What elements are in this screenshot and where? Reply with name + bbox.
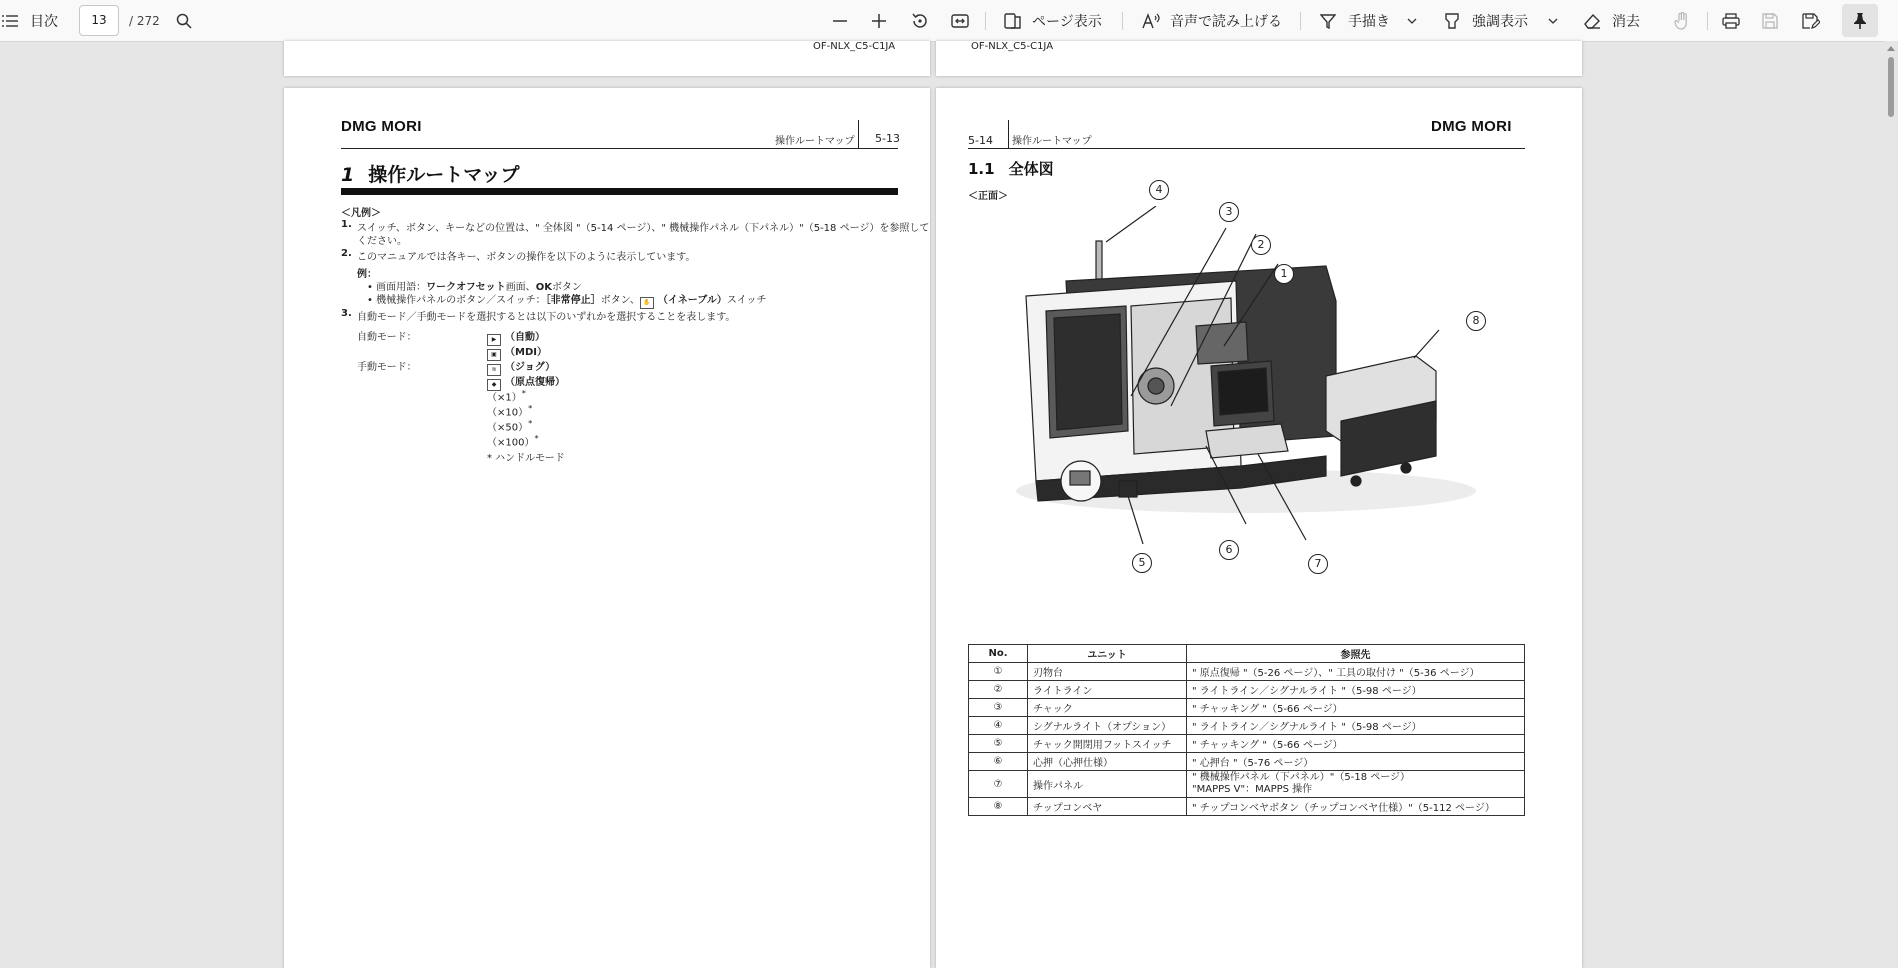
reference-table [968,644,1525,816]
jog-mode-icon: ≋ [487,364,501,376]
callout: 6 [1219,540,1239,560]
highlight-options-dropdown[interactable] [1548,0,1558,41]
table-row [969,699,1525,717]
footnote-marker: * [534,433,539,443]
toolbar-divider [1300,12,1301,30]
page-5-13 [284,88,930,968]
read-aloud-button[interactable] [1142,0,1282,41]
example-line [367,291,767,309]
table-cell: シグナルライト（オプション） [1028,717,1187,735]
section-heading [968,158,1054,179]
table-cell: ① [969,663,1028,681]
eraser-icon [1583,13,1601,29]
toolbar-divider [985,12,986,30]
footnote-marker: * [528,418,533,428]
example-bold: （イネーブル） [657,295,727,306]
example-bold: OK [535,282,552,293]
draw-options-dropdown[interactable] [1407,0,1417,41]
vertical-scrollbar[interactable] [1884,41,1898,958]
mode-label: （×50） [487,422,529,434]
example-text: • 画面用語： [367,282,427,293]
highlight-label: 強調表示 [1472,13,1528,30]
table-cell: " 原点復帰 "（5-26 ページ）、" 工具の取付け "（5-36 ページ） [1187,663,1525,681]
pin-toolbar-button[interactable] [1842,4,1878,37]
example-bold: ワークオフセット [426,282,506,293]
item-text: 自動モード／手動モードを選択するとは以下のいずれかを選択することを表します。 [357,312,736,323]
mode-label: （×10） [487,407,529,419]
running-head: 操作ルートマップ [775,136,855,147]
callout: 5 [1132,553,1152,573]
pdf-toolbar [0,0,1898,42]
chapter-number: 1 [341,164,355,186]
legend-title: ＜凡例＞ [341,208,381,219]
table-cell [1187,771,1525,798]
page-number: 5-13 [875,132,900,145]
table-cell-line: " 機械操作パネル（下パネル）"（5-18 ページ） [1192,772,1411,783]
toc-label: 目次 [30,13,58,30]
example-label: 例： [357,269,377,280]
table-cell: ⑥ [969,753,1028,771]
page-total: / 272 [129,13,160,28]
header-rule [968,148,1525,149]
example-text: スイッチ [726,295,767,306]
item-text: ください。 [357,236,407,247]
header-rule [341,148,898,149]
section-title: 全体図 [1008,160,1054,178]
rotate-button[interactable] [911,0,929,41]
erase-button[interactable] [1583,0,1640,41]
header-divider [858,120,859,148]
example-text: • 機械操作パネルのボタン／スイッチ： [367,295,546,306]
item-number: 1. [341,219,352,230]
table-row [969,771,1525,798]
mode-x100 [487,433,539,448]
page-number: 5-14 [968,134,993,147]
mode-label: （原点復帰） [505,377,565,388]
brand-logo: DMG MORI [341,118,422,135]
table-cell: ③ [969,699,1028,717]
table-cell: ⑤ [969,735,1028,753]
item-text: スイッチ、ボタン、キーなどの位置は、" 全体図 "（5-14 ページ）、" 機械操作パネル（下パネル）"（5-18 ページ）を参照して [357,223,930,234]
zoom-in-button[interactable] [871,0,887,41]
callout: 8 [1466,311,1486,331]
mode-label: （×100） [487,437,535,449]
table-row [969,753,1525,771]
table-cell: 刃物台 [1028,663,1187,681]
callout: 2 [1251,235,1271,255]
fit-width-button[interactable] [951,0,969,41]
fit-width-icon [951,13,969,29]
list-icon [2,14,18,28]
table-cell: " ライトライン／シグナルライト "（5-98 ページ） [1187,681,1525,699]
manual-mode-label: 手動モード： [357,362,417,373]
minus-icon [832,13,848,29]
search-button[interactable] [176,0,192,41]
footnote-marker: * [521,388,526,398]
table-cell: ② [969,681,1028,699]
mode-label: （MDI） [505,347,547,358]
mode-x50 [487,418,532,433]
footnote-marker: * [528,403,533,413]
table-cell: " 心押台 "（5-76 ページ） [1187,753,1525,771]
read-aloud-icon [1142,13,1160,29]
home-return-icon: ◆ [487,379,501,391]
mode-label: （ジョグ） [505,362,556,373]
page-number-input[interactable]: 13 [79,5,119,36]
table-cell: " チャッキング "（5-66 ページ） [1187,735,1525,753]
table-row [969,798,1525,816]
read-aloud-label: 音声で読み上げる [1170,13,1282,30]
chapter-title: 操作ルートマップ [368,164,520,186]
callout: 1 [1274,264,1294,284]
previous-page-left [284,41,930,76]
item-number: 3. [341,308,352,319]
brand-logo: DMG MORI [1431,118,1512,135]
table-cell: ④ [969,717,1028,735]
table-row [969,681,1525,699]
zoom-out-button[interactable] [832,0,848,41]
toolbar-divider [1122,12,1123,30]
print-button[interactable] [1722,0,1740,41]
erase-label: 消去 [1612,13,1640,30]
rotate-icon [911,12,929,30]
example-bold: ［非常停止］ [545,295,601,306]
table-cell: ⑧ [969,798,1028,816]
section-number: 1.1 [968,160,995,178]
auto-mode-label: 自動モード： [357,332,417,343]
highlight-button[interactable] [1444,0,1528,41]
pin-icon [1852,12,1868,34]
page-view-icon [1004,13,1022,29]
chapter-rule [341,188,898,195]
highlighter-icon [1444,13,1460,29]
example-text: ボタン、 [600,295,640,306]
draw-button[interactable] [1320,0,1390,41]
table-cell: チップコンベヤ [1028,798,1187,816]
table-row [969,735,1525,753]
hand-icon [1674,12,1690,30]
touch-button[interactable] [1674,0,1690,41]
table-cell: 心押（心押仕様） [1028,753,1187,771]
item-text: このマニュアルでは各キー、ボタンの操作を以下のように表示しています。 [357,252,696,263]
printer-icon [1722,13,1740,29]
chapter-heading [341,160,519,187]
callout: 7 [1308,554,1328,574]
callout: 4 [1149,180,1169,200]
example-text: 画面、 [505,282,536,293]
table-cell: チャック [1028,699,1187,717]
table-row [969,717,1525,735]
mode-label: （自動） [505,332,545,343]
column-header: ユニット [1028,645,1187,663]
search-icon [176,13,192,29]
auto-mode-icon: ▶ [487,334,501,346]
mode-label: （×1） [487,392,522,404]
table-row [969,663,1525,681]
column-header: No. [969,645,1028,663]
table-cell: " ライトライン／シグナルライト "（5-98 ページ） [1187,717,1525,735]
previous-page-right [936,41,1582,76]
mode-x1 [487,388,526,403]
view-label: ＜正面＞ [968,191,1008,202]
table-header-row [969,645,1525,663]
page-5-14 [936,88,1582,968]
toc-button[interactable] [2,0,58,41]
chevron-down-icon [1548,18,1558,24]
save-button[interactable] [1762,0,1778,41]
table-cell: " チップコンベヤボタン（チップコンベヤ仕様）"（5-112 ページ） [1187,798,1525,816]
scrollbar-thumb[interactable] [1888,57,1894,117]
example-text: ボタン [551,282,582,293]
table-cell: ライトライン [1028,681,1187,699]
toolbar-divider [1707,12,1708,30]
callout: 3 [1219,202,1239,222]
enable-switch-icon: ✋ [640,297,654,309]
mdi-mode-icon: ▣ [487,349,501,361]
save-as-button[interactable] [1802,0,1820,41]
document-code: OF-NLX_C5-C1JA [813,41,896,52]
table-cell: 操作パネル [1028,771,1187,798]
table-cell: ⑦ [969,771,1028,798]
pen-icon [1320,13,1336,29]
column-header: 参照先 [1187,645,1525,663]
table-cell: " チャッキング "（5-66 ページ） [1187,699,1525,717]
draw-label: 手描き [1348,13,1390,30]
save-icon [1762,13,1778,29]
document-code: OF-NLX_C5-C1JA [971,41,1054,52]
item-number: 2. [341,248,352,259]
page-view-button[interactable] [1004,0,1102,41]
footnote: * ハンドルモード [487,453,565,464]
machine-illustration [996,206,1496,546]
mode-x10 [487,403,532,418]
table-cell: チャック開閉用フットスイッチ [1028,735,1187,753]
page-view-label: ページ表示 [1032,13,1102,30]
chevron-down-icon [1407,18,1417,24]
table-cell-line: "MAPPS V"：MAPPS 操作 [1192,784,1313,795]
plus-icon [871,13,887,29]
scroll-up-arrow-icon[interactable] [1887,46,1895,51]
save-as-icon [1802,13,1820,29]
header-divider [1008,120,1009,148]
running-head: 操作ルートマップ [1012,136,1092,147]
